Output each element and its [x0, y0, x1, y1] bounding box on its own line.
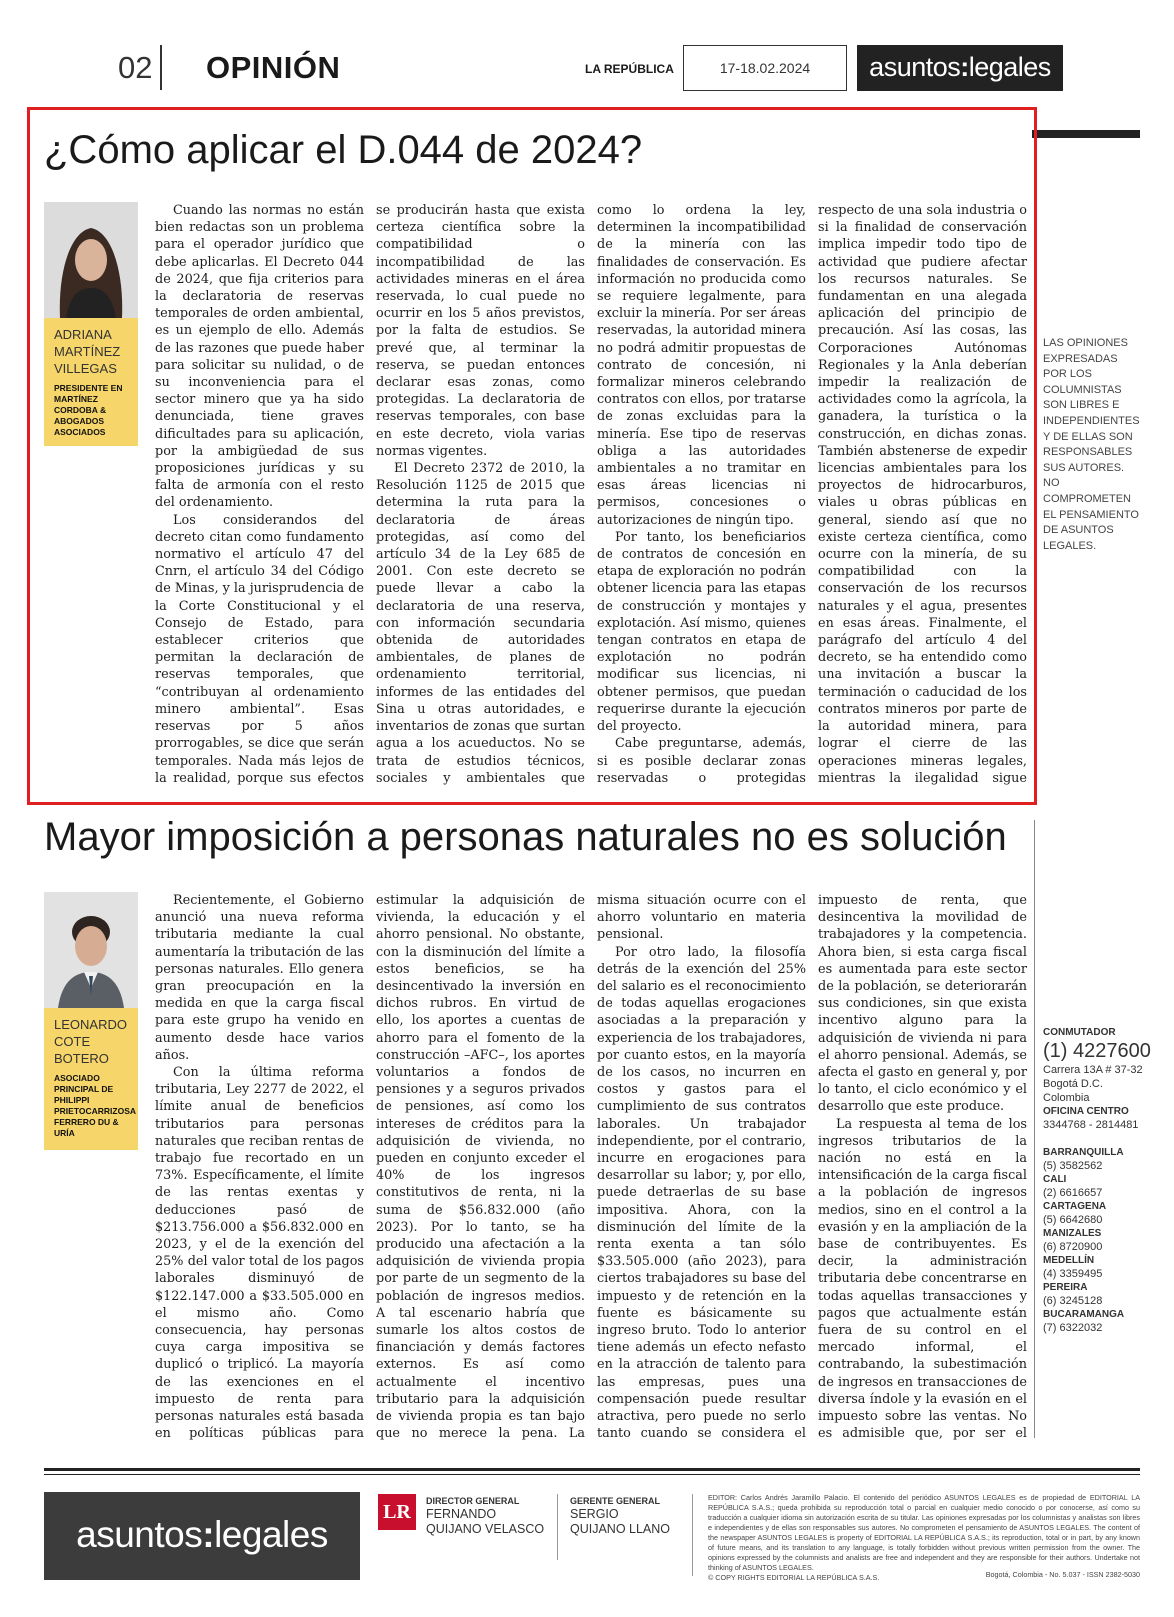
author1-name: ADRIANA MARTÍNEZ VILLEGAS: [54, 327, 121, 376]
city: Bogotá D.C.: [1043, 1078, 1103, 1090]
footer-brand-right: legales: [214, 1514, 328, 1555]
contact-info: [1043, 1026, 1153, 1335]
article2-paragraph: Con la última reforma tributaria, Ley 2277 de 2022, el límite anual de beneficios tributarios para personas naturales que reciban rentas de trabajo fue recortado en un 73%. Específicamente, el límite de las rentas exentas y deducciones pasó de $213.756.000 a $56.832.000 en 2023, y el de la exención del 25% del valor total de los pagos laborales disminuyó de $122.147.000 a $33.505.000 en el mismo año. Como consecuencia, hay personas cuya carga impositiva se duplicó o triplicó. La mayoría de las exenciones en el impuesto de renta para personas naturales está basada en políticas públicas para estimular la adquisición de vivienda, la educación y el ahorro pensional. No obstante, con la disminución del límite a estos beneficios, se ha desincentivado la inversión en dichos rubros. En virtud de ello, los aportes a cuentas de ahorro para el fomento de la construcción –AFC–, los aportes voluntarios a fondos de pensiones y a seguros privados de pensiones, así como los intereses de créditos para la adquisición de vivienda, no pueden en conjunto exceder el 40% de los ingresos constitutivos de renta, ni la suma de $56.832.000 (año 2023). Por lo tanto, se ha producido una afectación a la adquisición de vivienda propia por parte de un segmento de la población de ingresos medios. A tal escenario habría que sumarle los altos costos de financiación y demás factores externos. Es así como actualmente el incentivo tributario para la adquisición de vivienda propia es tan bajo que no merece la pena. La misma situación ocurre con el ahorro voluntario en materia pensional.: [155, 893, 806, 1442]
branch-city: MEDELLÍN: [1043, 1255, 1095, 1266]
footer-brand-left: asuntos: [76, 1514, 203, 1555]
article2-paragraph: La respuesta al tema de los ingresos tributarios de la nación no está en la intensificación de la carga fiscal a la población de ingresos medios, sino en el control a la evasión y en la ampliación de la base de contribuyentes. Es decir, la administración tributaria debe concentrarse en todas aquellas transacciones y pagos que actualmente están fuera de su control en el mercado informal, el contrabando, la subestimación de ingresos en transacciones de diversa índole y la evasión en el impuesto sobre las ventas. No es admisible que, por ser el: [818, 1116, 1027, 1442]
brand-right: legales: [968, 52, 1051, 82]
manager-credit: [570, 1496, 670, 1537]
manager-name: SERGIO: [570, 1507, 619, 1521]
author1-card: [44, 318, 138, 446]
newspaper-name: LA REPÚBLICA: [585, 62, 674, 76]
author1-role: PRESIDENTE EN MARTÍNEZ CORDOBA & ABOGADOS ASOCIADOS: [54, 383, 123, 437]
branch-phone: (6) 3245128: [1043, 1295, 1103, 1307]
article1-paragraph: Cuando las normas no están bien redactas son un problema para el operador jurídico que debe aplicarlas. El Decreto 044 de 2024, que fija criterios para la declaratoria de reservas temporales de orden ambiental, es un ejemplo de ello. Además de las razones que puede haber para solicitar su nulidad, o de su inconveniencia para el sector minero que ya ha sido denunciada, tiene graves dificultades para su aplicación, por la ambigüedad de sus proposiciones jurídicas y su falta de armonía con el resto del ordenamiento.: [155, 203, 364, 511]
branch-city: BUCARAMANGA: [1043, 1309, 1125, 1320]
spacer: [1043, 1132, 1153, 1146]
address: Carrera 13A # 37-32: [1043, 1064, 1143, 1076]
branch-phone: (2) 6616657: [1043, 1187, 1103, 1199]
author2-name: LEONARDO COTE BOTERO: [54, 1017, 127, 1066]
header-brand-logo: [857, 45, 1063, 91]
opinion-disclaimer: LAS OPINIONES EXPRESADAS POR LOS COLUMNISTAS SON LIBRES E INDEPENDIENTES Y DE ELLAS SON RESPONSABLES SUS AUTORES. NO COMPROMETEN EL PENSAMIENTO DE ASUNTOS LEGALES.: [1043, 337, 1140, 552]
article1-title: ¿Cómo aplicar el D.044 de 2024?: [44, 128, 643, 172]
author2-photo: [44, 892, 138, 1008]
section-title: OPINIÓN: [206, 50, 341, 85]
footer-brand-colon: :: [202, 1514, 215, 1555]
branch-phone: (6) 8720900: [1043, 1241, 1103, 1253]
footer-brand-logo: [44, 1492, 360, 1580]
director-credit: [426, 1496, 544, 1537]
branch-city: PEREIRA: [1043, 1282, 1088, 1293]
branch-city: BARRANQUILLA: [1043, 1147, 1124, 1158]
article1-paragraph: Cabe preguntarse, además, si es posible declarar zonas reservadas o protegidas respecto de una sola industria o si la finalidad de conservación implica impedir todo tipo de actividad que pudiere afectar los recursos naturales. Se fundamentan en una alegada aplicación del principio de precaución. Así las cosas, las Corporaciones Autónomas Regionales y la Anla deberían impedir la realización de actividades como la agrícola, la ganadera, la turística o la construcción, en dichas zonas. También abstenerse de expedir licencias ambientales para los proyectos de hidrocarburos, viales u obras públicas en general, siendo así que no existe certeza científica, como ocurre con la minería, de su compatibilidad con la conservación de los recursos naturales y el agua, presentes en esas áreas. Finalmente, el parágrafo del artículo 4 del decreto, se ha entendido como una invitación a buscar la terminación o caducidad de los contratos mineros por parte de la autoridad minera, para lograr el cierre de las operaciones mineras legales, mientras la ilegalidad sigue: [597, 203, 1027, 786]
legal-text: EDITOR: Carlos Andrés Jaramillo Palacio. El contenido del periódico ASUNTOS LEGALES es de propiedad de EDITORIAL LA REPÚBLICA S.A.S.; queda prohibida su reproducción total o parcial en cualquier medio conocido o por conocerse, así como su traducción a cualquier idioma sin autorización escrita de su titular. Las opiniones expresadas por los columnistas y analistas son libres e independientes y de ellas son responsables sus autores. No comprometen el pensamiento de ASUNTOS LEGALES. The content of the newspaper ASUNTOS LEGALES is property of EDITORIAL LA REPÚBLICA S.A.S.; its reproduction, total or in part, by any known of future means, and its translation to any language, is totally forbidden without previous written permission from the owner. The opinions expressed by the columnists and analists are free and independent and they are responsible for their authors. Undertake not thinking of ASUNTOS LEGALES.: [708, 1493, 1140, 1572]
page-number: 02: [118, 50, 153, 85]
manager-role: GERENTE GENERAL: [570, 1496, 661, 1506]
author1-photo: [44, 202, 138, 318]
brand-left: asuntos: [869, 52, 961, 82]
issue-date: 17-18.02.2024: [683, 45, 847, 91]
footer-divider: [557, 1494, 558, 1560]
branch-phone: (4) 3359495: [1043, 1268, 1103, 1280]
country: Colombia: [1043, 1092, 1090, 1104]
branch-city: MANIZALES: [1043, 1228, 1102, 1239]
issue-number: Bogotá, Colombia - No. 5.037 - ISSN 2382-5030: [985, 1570, 1140, 1579]
footer-divider: [692, 1494, 693, 1576]
brand-colon: :: [960, 52, 969, 82]
footer-rule: [44, 1468, 1140, 1471]
sidebar-divider: [1034, 820, 1035, 1438]
lr-logo: LR: [378, 1494, 416, 1530]
article2-body: [155, 892, 1027, 1444]
article2-title: Mayor imposición a personas naturales no es solución: [44, 815, 1007, 859]
branch-phone: (5) 3582562: [1043, 1160, 1103, 1172]
article1-paragraph: Por tanto, los beneficiarios de contratos de concesión en etapa de exploración no podrán obtener licencia para las etapas de construcción y montajes y explotación. Así mismo, quienes tengan contratos en etapa de explotación no podrán modificar sus licencias, ni obtener permisos, que puedan requerirse durante la ejecución del proyecto.: [597, 529, 806, 735]
author2-card: [44, 1008, 138, 1150]
branch-phone: (5) 6642680: [1043, 1214, 1103, 1226]
article1-paragraph: Los considerandos del decreto citan como fundamento normativo el artículo 47 del Cnrn, el artículo 34 del Código de Minas, y la jurisprudencia de la Corte Constitucional y el Consejo de Estado, para establecer criterios que permitan la declaración de reservas temporales, que “contribuyan al ordenamiento minero ambiental”. Esas reservas por 5 años prorrogables, se dice que serán temporales. Nada más lejos de la realidad, porque sus efectos se producirán hasta que exista certeza científica sobre la compatibilidad o incompatibilidad de las actividades mineras en el área reservada, lo cual puede no ocurrir en los 5 años previstos, por la falta de estudios. Se prevé que, al terminar la reserva, se puedan entonces declarar esas zonas, como protegidas. La declaratoria de reservas temporales, con base en este decreto, viola varias normas vigentes.: [155, 203, 585, 786]
manager-surname: QUIJANO LLANO: [570, 1522, 671, 1536]
article2-paragraph: Por otro lado, la filosofía detrás de la exención del 25% del salario es el reconocimiento de todas aquellas erogaciones asociadas a la preparación y experiencia de los trabajadores, por cuanto estos, en la mayoría de los casos, no incurren en costos y gastos para el cumplimiento de sus contratos laborales. Un trabajador independiente, por el contrario, incurre en erogaciones para desarrollar su labor; y, por ello, puede detraerlas de su base impositiva. Ahora, con la disminución del límite de la renta exenta a tan sólo $33.505.000 (año 2023), para ciertos trabajadores su base del impuesto y de retención en la fuente es básicamente su ingreso bruto. Todo lo anterior tiene además un efecto nefasto en la atracción de talento para las empresas, pues una compensación puede resultar atractiva, pero puede no serlo tanto cuando se considera el impuesto de renta, que desincentiva la movilidad de trabajadores y la competencia. Ahora bien, si esta carga fiscal es aumentada para este sector de la población, se deteriorarán sus condiciones, sin que exista incentivo alguno para la adquisición de vivienda ni para el ahorro pensional. Además, se afecta el gasto en general y, por lo tanto, el ciclo económico y el desarrollo que este produce.: [597, 893, 1027, 1442]
office-label: OFICINA CENTRO: [1043, 1106, 1129, 1117]
article1-paragraph: El Decreto 2372 de 2010, la Resolución 1125 de 2015 que determina la ruta para la declaratoria de áreas protegidas, así como del artículo 34 de la Ley 685 de 2001. Con este decreto se puede llevar a cabo la declaratoria de una reserva, con información secundaria obtenida de autoridades ambientales, de planes de ordenamiento territorial, informes de las entidades del Sina u otras autoridades, e inventarios de zonas que surtan agua a los acueductos. No se trata de estudios técnicos, sociales y ambientales que como lo ordena la ley, determinen la incompatibilidad de la minería con las finalidades de conservación. Es información no producida como se requiere legalmente, para excluir la minería. Por ser áreas reservadas, la autoridad minera no podrá admitir propuestas de contrato de concesión, ni formalizar mineros celebrando contratos con ellos, por tratarse de zonas excluidas para la minería. Ese tipo de reservas obliga a las autoridades ambientales a no tramitar en esas áreas licencias ni permisos, concesiones o autorizaciones de ningún tipo.: [376, 203, 806, 786]
branch-phone: (7) 6322032: [1043, 1322, 1103, 1334]
office-phone: 3344768 - 2814481: [1043, 1119, 1139, 1131]
right-rule: [1032, 130, 1140, 138]
director-surname: QUIJANO VELASCO: [426, 1522, 545, 1536]
article1-body: [155, 202, 1027, 795]
header-divider: [160, 45, 162, 90]
author2-role: ASOCIADO PRINCIPAL DE PHILIPPI PRIETOCARRIZOSA FERRERO DU & URÍA: [54, 1073, 136, 1138]
switchboard-number: (1) 4227600: [1043, 1040, 1151, 1062]
director-name: FERNANDO: [426, 1507, 497, 1521]
article2-paragraph: Recientemente, el Gobierno anunció una nueva reforma tributaria mediante la cual aumentaría la tributación de las personas naturales. Ello genera gran preocupación en la medida en que la carga fiscal para este grupo ha venido en aumento desde hace varios años.: [155, 893, 364, 1063]
branch-city: CALI: [1043, 1174, 1067, 1185]
footer-rule-thin: [44, 1474, 1140, 1475]
branch-city: CARTAGENA: [1043, 1201, 1107, 1212]
director-role: DIRECTOR GENERAL: [426, 1496, 520, 1506]
copyright: © COPY RIGHTS EDITORIAL LA REPÚBLICA S.A.S.: [708, 1573, 880, 1582]
switchboard-label: CONMUTADOR: [1043, 1027, 1116, 1038]
